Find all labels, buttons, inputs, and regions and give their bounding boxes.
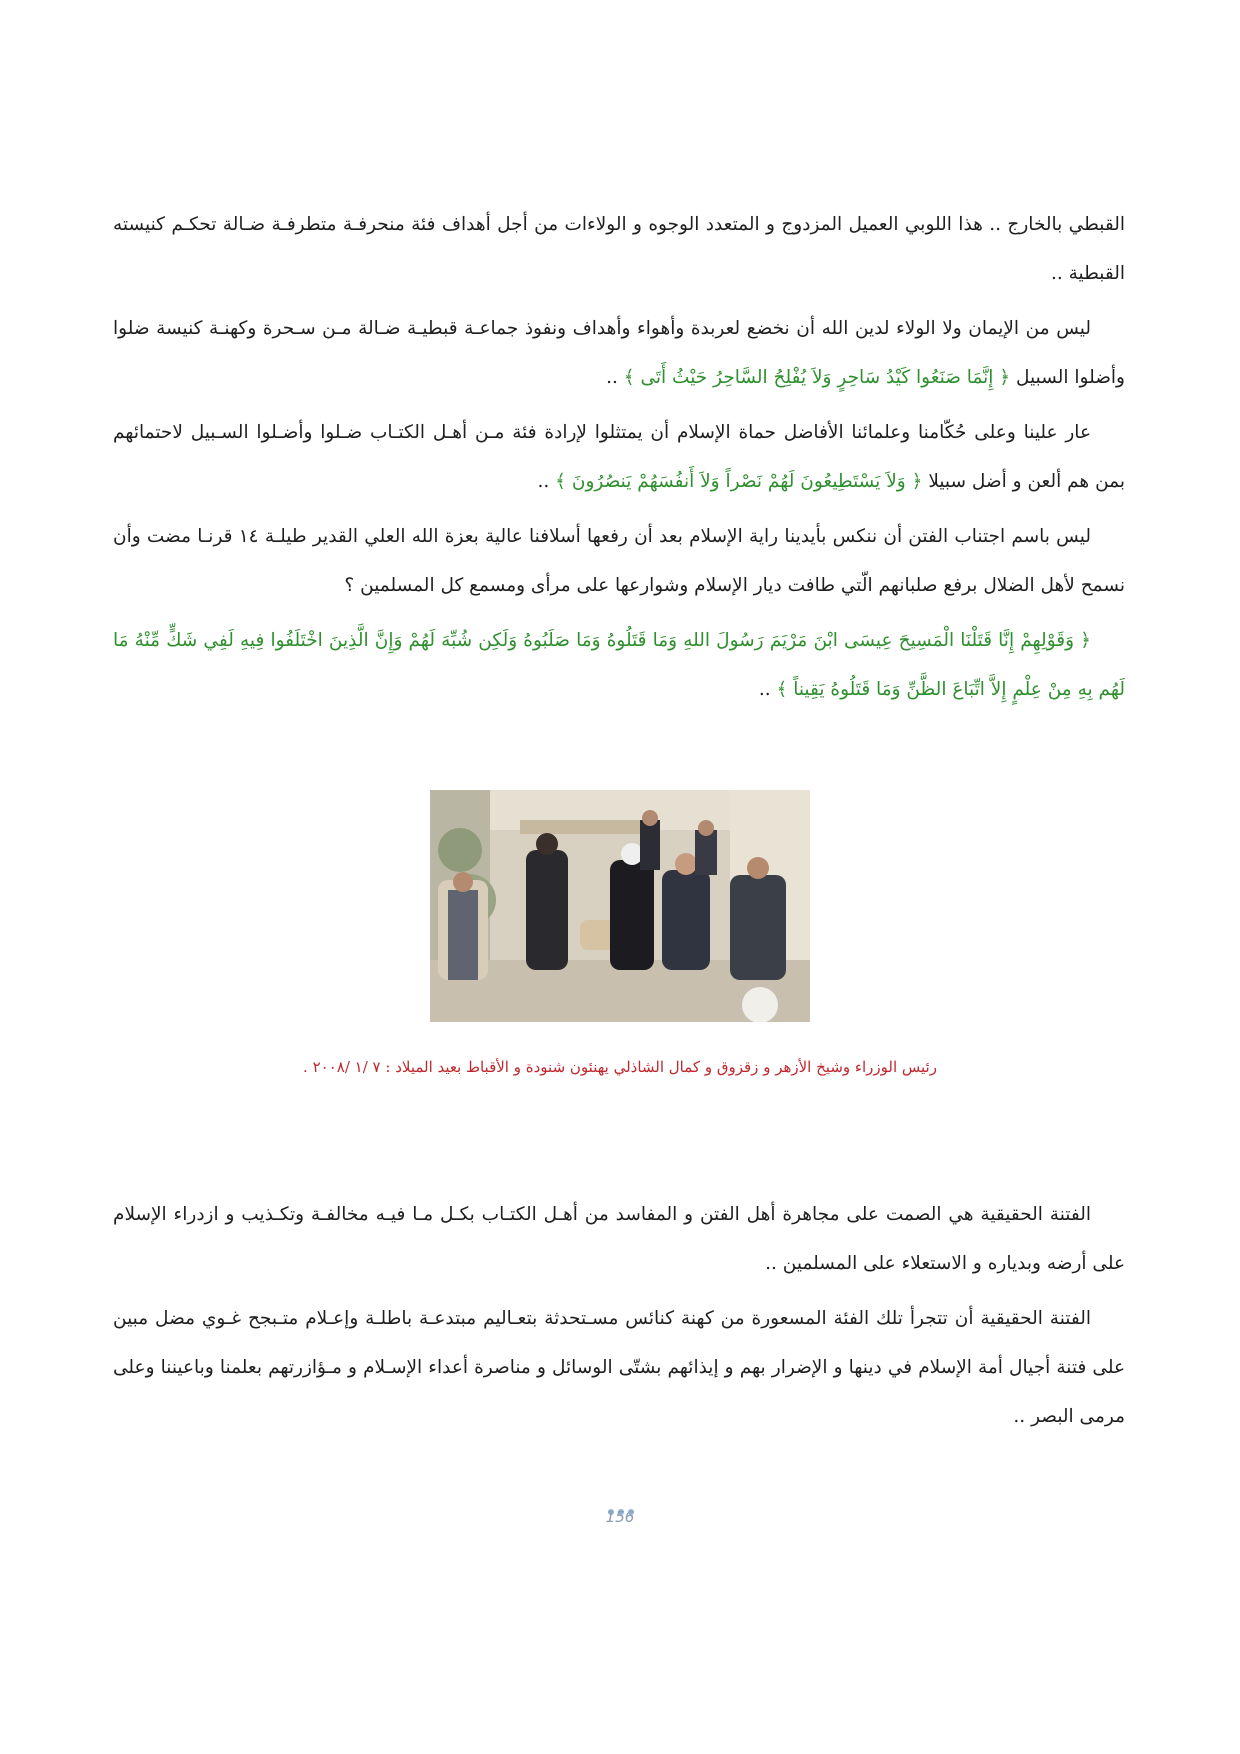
paragraph: ﴿ وَقَوْلِهِمْ إِنَّا قَتَلْنَا الْمَسِيحَ عِيسَى ابْنَ مَرْيَمَ رَسُولَ اللهِ وَمَا قَتَلُوهُ وَمَا صَلَبُوهُ وَلَكِن شُبِّهَ لَهُمْ وَإِنَّ الَّذِينَ اخْتَلَفُوا فِيهِ لَفِي شَكٍّ مِّنْهُ مَا لَهُم بِهِ مِنْ عِلْمٍ إِلاَّ اتِّبَاعَ الظَّنِّ وَمَا قَتَلُوهُ يَقِيناً ﴾ .. (113, 630, 1125, 700)
paragraph: ليس باسم اجتناب الفتن أن ننكس بأيدينا راية الإسلام بعد أن رفعها أسلافنا عالية بعزة الله العلي القدير طيلـة ١٤ قرنـا مضت وأن نسمح لأهل الضلال برفع صلبانهم الّتي طافت ديار الإسلام وشوارعها على مرأى ومسمع كل المسلمين ؟ (113, 526, 1125, 596)
photo-caption: رئيس الوزراء وشيخ الأزهر و زقزوق و كمال الشاذلي يهنئون شنودة و الأقباط بعيد الميلاد : ٧ /١ /٢٠٠٨ . (303, 1058, 937, 1076)
bottom-text-block (113, 1190, 1125, 1447)
paragraph: عار علينا وعلى حُكّامنا وعلمائنا الأفاضل حماة الإسلام أن يمتثلوا لإرادة فئة مـن أهـل الكتـاب ضـلوا وأضـلوا السـبيل لاحتمائهم بمن هم ألعن و أضل سبيلا ﴿ وَلاَ يَسْتَطِيعُونَ لَهُمْ نَصْراً وَلاَ أَنفُسَهُمْ يَنصُرُونَ ﴾ .. (113, 422, 1125, 492)
photo-illustration (430, 790, 810, 1022)
paragraph: القبطي بالخارج .. هذا اللوبي العميل المزدوج و المتعدد الوجوه و الولاءات من أجل أهداف فئة منحرفـة متطرفـة ضـالة تحكـم كنيسته القبطية .. (113, 214, 1125, 284)
quran-verse: ﴿ وَلاَ يَسْتَطِيعُونَ لَهُمْ نَصْراً وَلاَ أَنفُسَهُمْ يَنصُرُونَ ﴾ (555, 471, 923, 492)
top-text-block (113, 200, 1125, 720)
quran-verse: ﴿ وَقَوْلِهِمْ إِنَّا قَتَلْنَا الْمَسِيحَ عِيسَى ابْنَ مَرْيَمَ رَسُولَ اللهِ وَمَا قَتَلُوهُ وَمَا صَلَبُوهُ وَلَكِن شُبِّهَ لَهُمْ وَإِنَّ الَّذِينَ اخْتَلَفُوا فِيهِ لَفِي شَكٍّ مِّنْهُ مَا لَهُم بِهِ مِنْ عِلْمٍ إِلاَّ اتِّبَاعَ الظَّنِّ وَمَا قَتَلُوهُ يَقِيناً ﴾ (113, 630, 1125, 700)
paragraph: الفتنة الحقيقية هي الصمت على مجاهرة أهل الفتن و المفاسد من أهـل الكتـاب بكـل مـا فيـه مخالفـة وتكـذيب و ازدراء الإسلام على أرضه وبدياره و الاستعلاء على المسلمين .. (113, 1204, 1125, 1274)
news-photo (430, 790, 810, 1022)
paragraph: الفتنة الحقيقية أن تتجرأ تلك الفئة المسعورة من كهنة كنائس مسـتحدثة بتعـاليم مبتدعـة باطلـة وإعـلام متـبجح غـوي مضل مبين على فتنة أجيال أمة الإسلام في دينها و الإضرار بهم و إيذائهم بشتّى الوسائل و مناصرة أعداء الإسـلام و مـؤازرتهم بعلمنا وباعيننا وعلى مرمى البصر .. (113, 1308, 1125, 1427)
page-number: 156 (605, 1508, 635, 1526)
paragraph: ليس من الإيمان ولا الولاء لدين الله أن نخضع لعربدة وأهواء وأهداف ونفوذ جماعـة قبطيـة ضـالة مـن سـحرة وكهنـة كنيسة ضلوا وأضلوا السبيل ﴿ إِنَّمَا صَنَعُوا كَيْدُ سَاحِرٍ وَلاَ يُفْلِحُ السَّاحِرُ حَيْثُ أَتَى ﴾ .. (113, 318, 1125, 388)
quran-verse: ﴿ إِنَّمَا صَنَعُوا كَيْدُ سَاحِرٍ وَلاَ يُفْلِحُ السَّاحِرُ حَيْثُ أَتَى ﴾ (623, 367, 1011, 388)
